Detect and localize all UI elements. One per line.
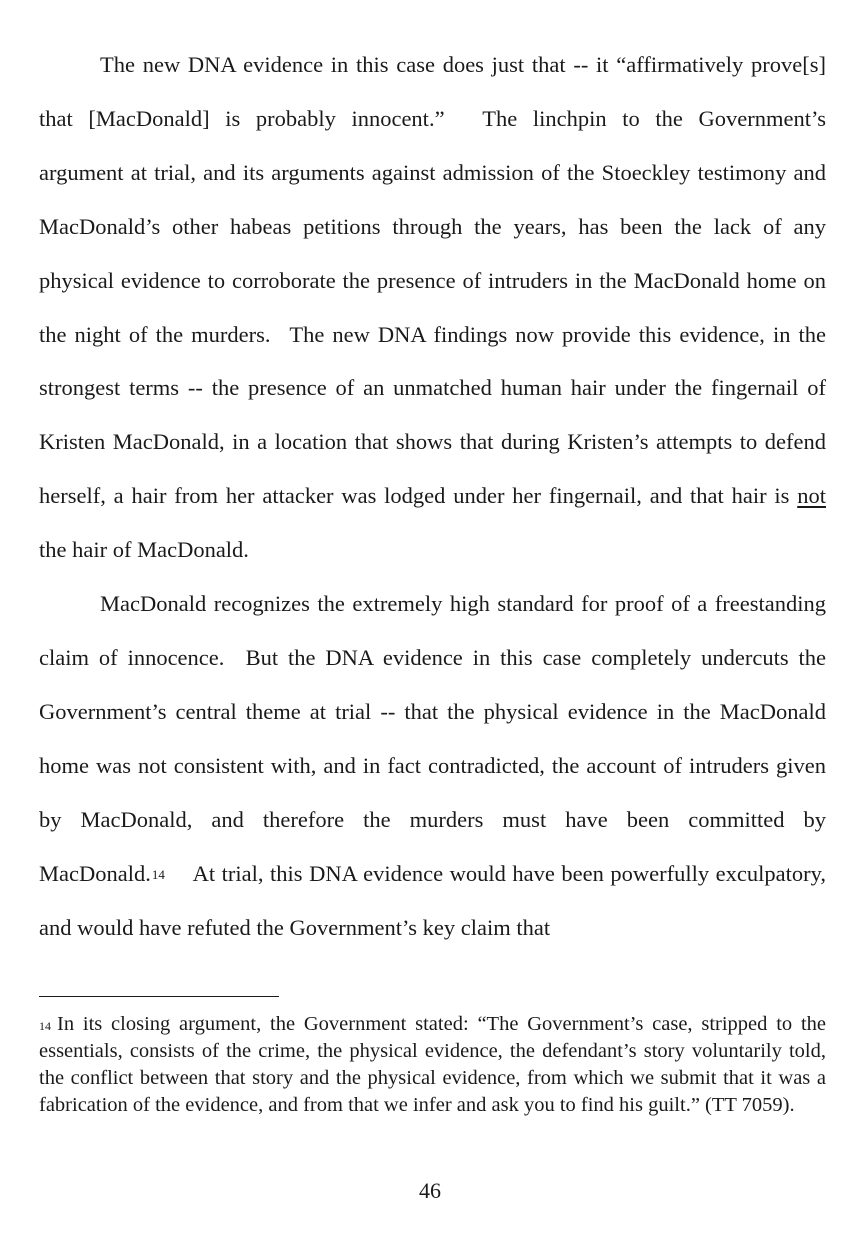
footnote-separator — [39, 996, 279, 997]
paragraph-2-text: MacDonald recognizes the extremely high standard for proof of a freestanding claim of innocence. But the DNA evidence in this case completely undercuts the Government’s central theme at trial -- that the physical evidence in the MacDonald home was not consistent with, and in fact contradicted, the account of intruders given by MacDonald, and therefore the murders must have been committed by MacDonald. — [39, 591, 826, 886]
paragraph-standard-of-proof — [39, 577, 826, 954]
footnote-marker: 14 — [39, 1019, 51, 1033]
footnote-text: In its closing argument, the Government stated: “The Government’s case, stripped to the essentials, consists of the crime, the physical evidence, the defendant’s story voluntarily told, the conflict between that story and the physical evidence, from which we submit that it was a fabrication of the evidence, and from that we infer and ask you to find his guilt.” (TT 7059). — [39, 1013, 826, 1116]
paragraph-dna-evidence — [39, 38, 826, 577]
page-number: 46 — [419, 1178, 441, 1203]
footnote-reference: 14 — [151, 866, 165, 882]
body-text — [39, 38, 826, 954]
paragraph-1-end: the hair of MacDonald. — [39, 537, 249, 563]
footnote — [39, 1011, 826, 1119]
underlined-not: not — [797, 483, 826, 509]
paragraph-2-end: At trial, this DNA evidence would have been powerfully exculpatory, and would have refuted the Government’s key claim that — [39, 860, 826, 940]
paragraph-1-text: The new DNA evidence in this case does just that -- it “affirmatively prove[s] that [MacDonald] is probably innocent.” The linchpin to the Government’s argument at trial, and its arguments against admission of the Stoeckley testimony and MacDonald’s other habeas petitions through the years, has been the lack of any physical evidence to corroborate the presence of intruders in the MacDonald home on the night of the murders. The new DNA findings now provide this evidence, in the strongest terms -- the presence of an unmatched human hair under the fingernail of Kristen MacDonald, in a location that shows that during Kristen’s attempts to defend herself, a hair from her attacker was lodged under her fingernail, and that hair is — [39, 52, 826, 509]
